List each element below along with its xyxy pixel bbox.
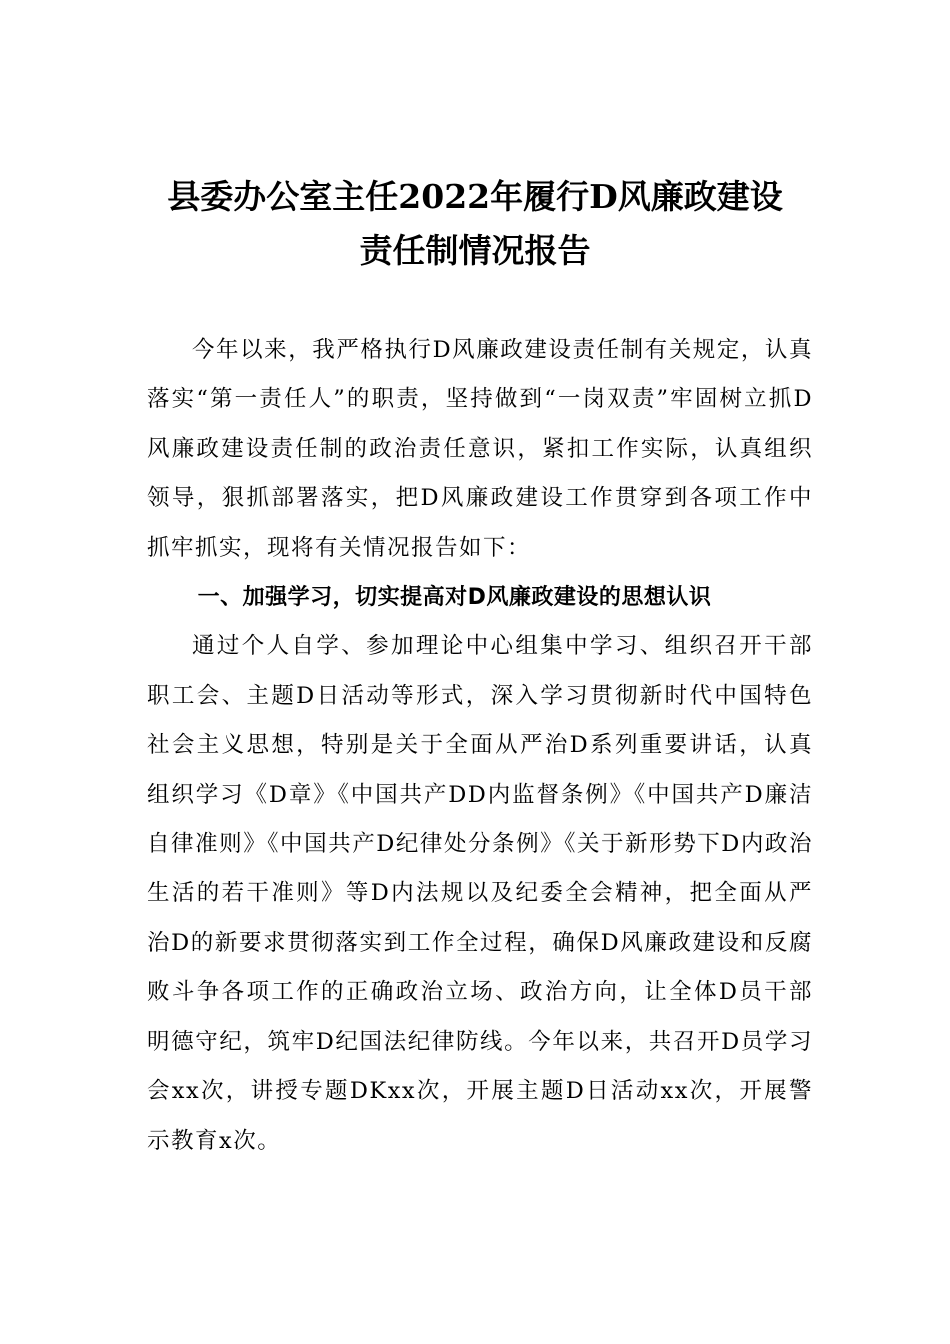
section-1-heading: 一、加强学习，切实提高对D风廉政建设的思想认识 xyxy=(197,585,712,611)
title-line-1: 县委办公室主任2022年履行D风廉政建设 xyxy=(167,177,783,216)
intro-paragraph: 今年以来，我严格执行D风廉政建设责任制有关规定，认真落实“第一责任人”的职责，坚持做到“一岗双责”牢固树立抓D风廉政建设责任制的政治责任意识，紧扣工作实际，认真组织领导，狠抓部署落实，把D风廉政建设工作贯穿到各项工作中抓牢抓实，现将有关情况报告如下： xyxy=(147,337,813,561)
document-body xyxy=(147,326,813,1166)
document-title xyxy=(140,170,810,278)
section-1-paragraph: 通过个人自学、参加理论中心组集中学习、组织召开干部职工会、主题D日活动等形式，深入学习贯彻新时代中国特色社会主义思想，特别是关于全面从严治D系列重要讲话，认真组织学习《D章》《中国共产DD内监督条例》《中国共产D廉洁自律准则》《中国共产D纪律处分条例》《关于新形势下D内政治生活的若干准则》等D内法规以及纪委全会精神，把全面从严治D的新要求贯彻落实到工作全过程，确保D风廉政建设和反腐败斗争各项工作的正确政治立场、政治方向，让全体D员干部明德守纪，筑牢D纪国法纪律防线。今年以来，共召开D员学习会xx次，讲授专题DKxx次，开展主题D日活动xx次，开展警示教育x次。 xyxy=(147,633,813,1154)
title-line-2: 责任制情况报告 xyxy=(359,231,591,270)
